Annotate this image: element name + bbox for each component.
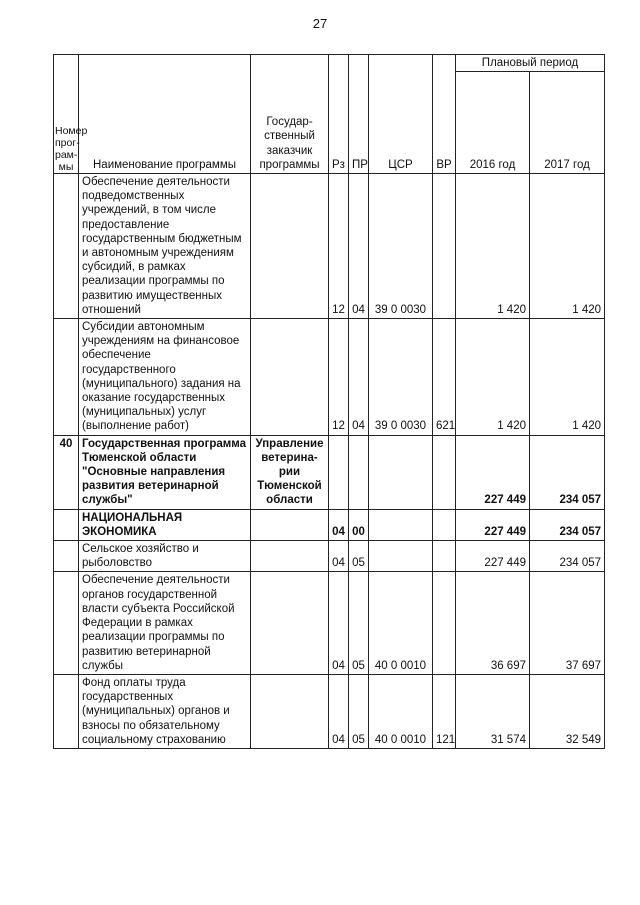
row-program-number: 40 <box>54 435 79 509</box>
row-pr: 00 <box>349 509 369 540</box>
row-program-number <box>54 541 79 572</box>
row-amount-2016: 1 420 <box>456 174 530 319</box>
row-amount-2016: 227 449 <box>456 435 530 509</box>
row-vr: 621 <box>433 319 456 436</box>
header-pr: ПР <box>349 55 369 174</box>
row-csr <box>369 541 433 572</box>
header-program-name: Наименование программы <box>79 55 251 174</box>
row-csr <box>369 435 433 509</box>
row-pr <box>349 435 369 509</box>
row-rz: 12 <box>329 174 349 319</box>
table-row-section <box>54 509 605 540</box>
row-program-number <box>54 509 79 540</box>
row-csr: 39 0 0030 <box>369 174 433 319</box>
table-row <box>54 674 605 748</box>
table-row <box>54 174 605 319</box>
row-customer <box>251 174 329 319</box>
header-year-2017: 2017 год <box>530 72 605 174</box>
table-row <box>54 572 605 674</box>
table-row-program <box>54 435 605 509</box>
row-pr: 05 <box>349 541 369 572</box>
row-rz: 04 <box>329 509 349 540</box>
row-vr <box>433 174 456 319</box>
row-program-number <box>54 174 79 319</box>
header-planned-period: Плановый период <box>456 55 605 72</box>
row-pr: 05 <box>349 674 369 748</box>
budget-table <box>53 54 605 749</box>
table-row <box>54 319 605 436</box>
row-pr: 05 <box>349 572 369 674</box>
row-csr: 40 0 0010 <box>369 572 433 674</box>
row-vr: 121 <box>433 674 456 748</box>
row-rz <box>329 435 349 509</box>
row-amount-2016: 227 449 <box>456 509 530 540</box>
row-vr <box>433 509 456 540</box>
header-row-1 <box>54 55 605 72</box>
row-program-number <box>54 674 79 748</box>
row-amount-2016: 227 449 <box>456 541 530 572</box>
row-amount-2017: 37 697 <box>530 572 605 674</box>
row-rz: 12 <box>329 319 349 436</box>
header-customer: Государ-ственный заказчик программы <box>251 55 329 174</box>
row-amount-2016: 31 574 <box>456 674 530 748</box>
row-program-name: Субсидии автономным учреждениям на финансовое обеспечение государственного (муниципального) задания на оказание государственных (муниципальных) услуг (выполнение работ) <box>79 319 251 436</box>
row-program-name: Сельское хозяйство и рыболовство <box>79 541 251 572</box>
row-amount-2017: 234 057 <box>530 509 605 540</box>
row-pr: 04 <box>349 319 369 436</box>
row-amount-2017: 234 057 <box>530 435 605 509</box>
row-csr <box>369 509 433 540</box>
row-amount-2017: 1 420 <box>530 174 605 319</box>
row-program-name: Государственная программа Тюменской области "Основные направления развития ветеринарной службы" <box>79 435 251 509</box>
row-program-name: Обеспечение деятельности органов государственной власти субъекта Российской Федерации в рамках реализации программы по развитию ветеринарной службы <box>79 572 251 674</box>
row-csr: 39 0 0030 <box>369 319 433 436</box>
row-customer <box>251 674 329 748</box>
row-customer: Управление ветерина-рии Тюменской области <box>251 435 329 509</box>
row-customer <box>251 509 329 540</box>
row-customer <box>251 572 329 674</box>
row-pr: 04 <box>349 174 369 319</box>
header-program-number: Номер прог-рам-мы <box>54 55 79 174</box>
row-customer <box>251 541 329 572</box>
header-vr: ВР <box>433 55 456 174</box>
row-amount-2017: 32 549 <box>530 674 605 748</box>
row-customer <box>251 319 329 436</box>
row-program-number <box>54 572 79 674</box>
row-program-name: Обеспечение деятельности подведомственных учреждений, в том числе предоставление государственным бюджетным и автономным учреждениям субсидий, в рамках реализации программы по развитию имущественных отношений <box>79 174 251 319</box>
row-vr <box>433 435 456 509</box>
row-rz: 04 <box>329 541 349 572</box>
table-row <box>54 541 605 572</box>
row-csr: 40 0 0010 <box>369 674 433 748</box>
header-year-2016: 2016 год <box>456 72 530 174</box>
row-amount-2017: 1 420 <box>530 319 605 436</box>
row-vr <box>433 572 456 674</box>
header-csr: ЦСР <box>369 55 433 174</box>
header-rz: Рз <box>329 55 349 174</box>
row-program-number <box>54 319 79 436</box>
row-program-name: Фонд оплаты труда государственных (муниципальных) органов и взносы по обязательному социальному страхованию <box>79 674 251 748</box>
row-rz: 04 <box>329 572 349 674</box>
row-amount-2017: 234 057 <box>530 541 605 572</box>
row-amount-2016: 36 697 <box>456 572 530 674</box>
row-program-name: НАЦИОНАЛЬНАЯ ЭКОНОМИКА <box>79 509 251 540</box>
row-rz: 04 <box>329 674 349 748</box>
row-amount-2016: 1 420 <box>456 319 530 436</box>
page-number: 27 <box>312 16 328 31</box>
row-vr <box>433 541 456 572</box>
